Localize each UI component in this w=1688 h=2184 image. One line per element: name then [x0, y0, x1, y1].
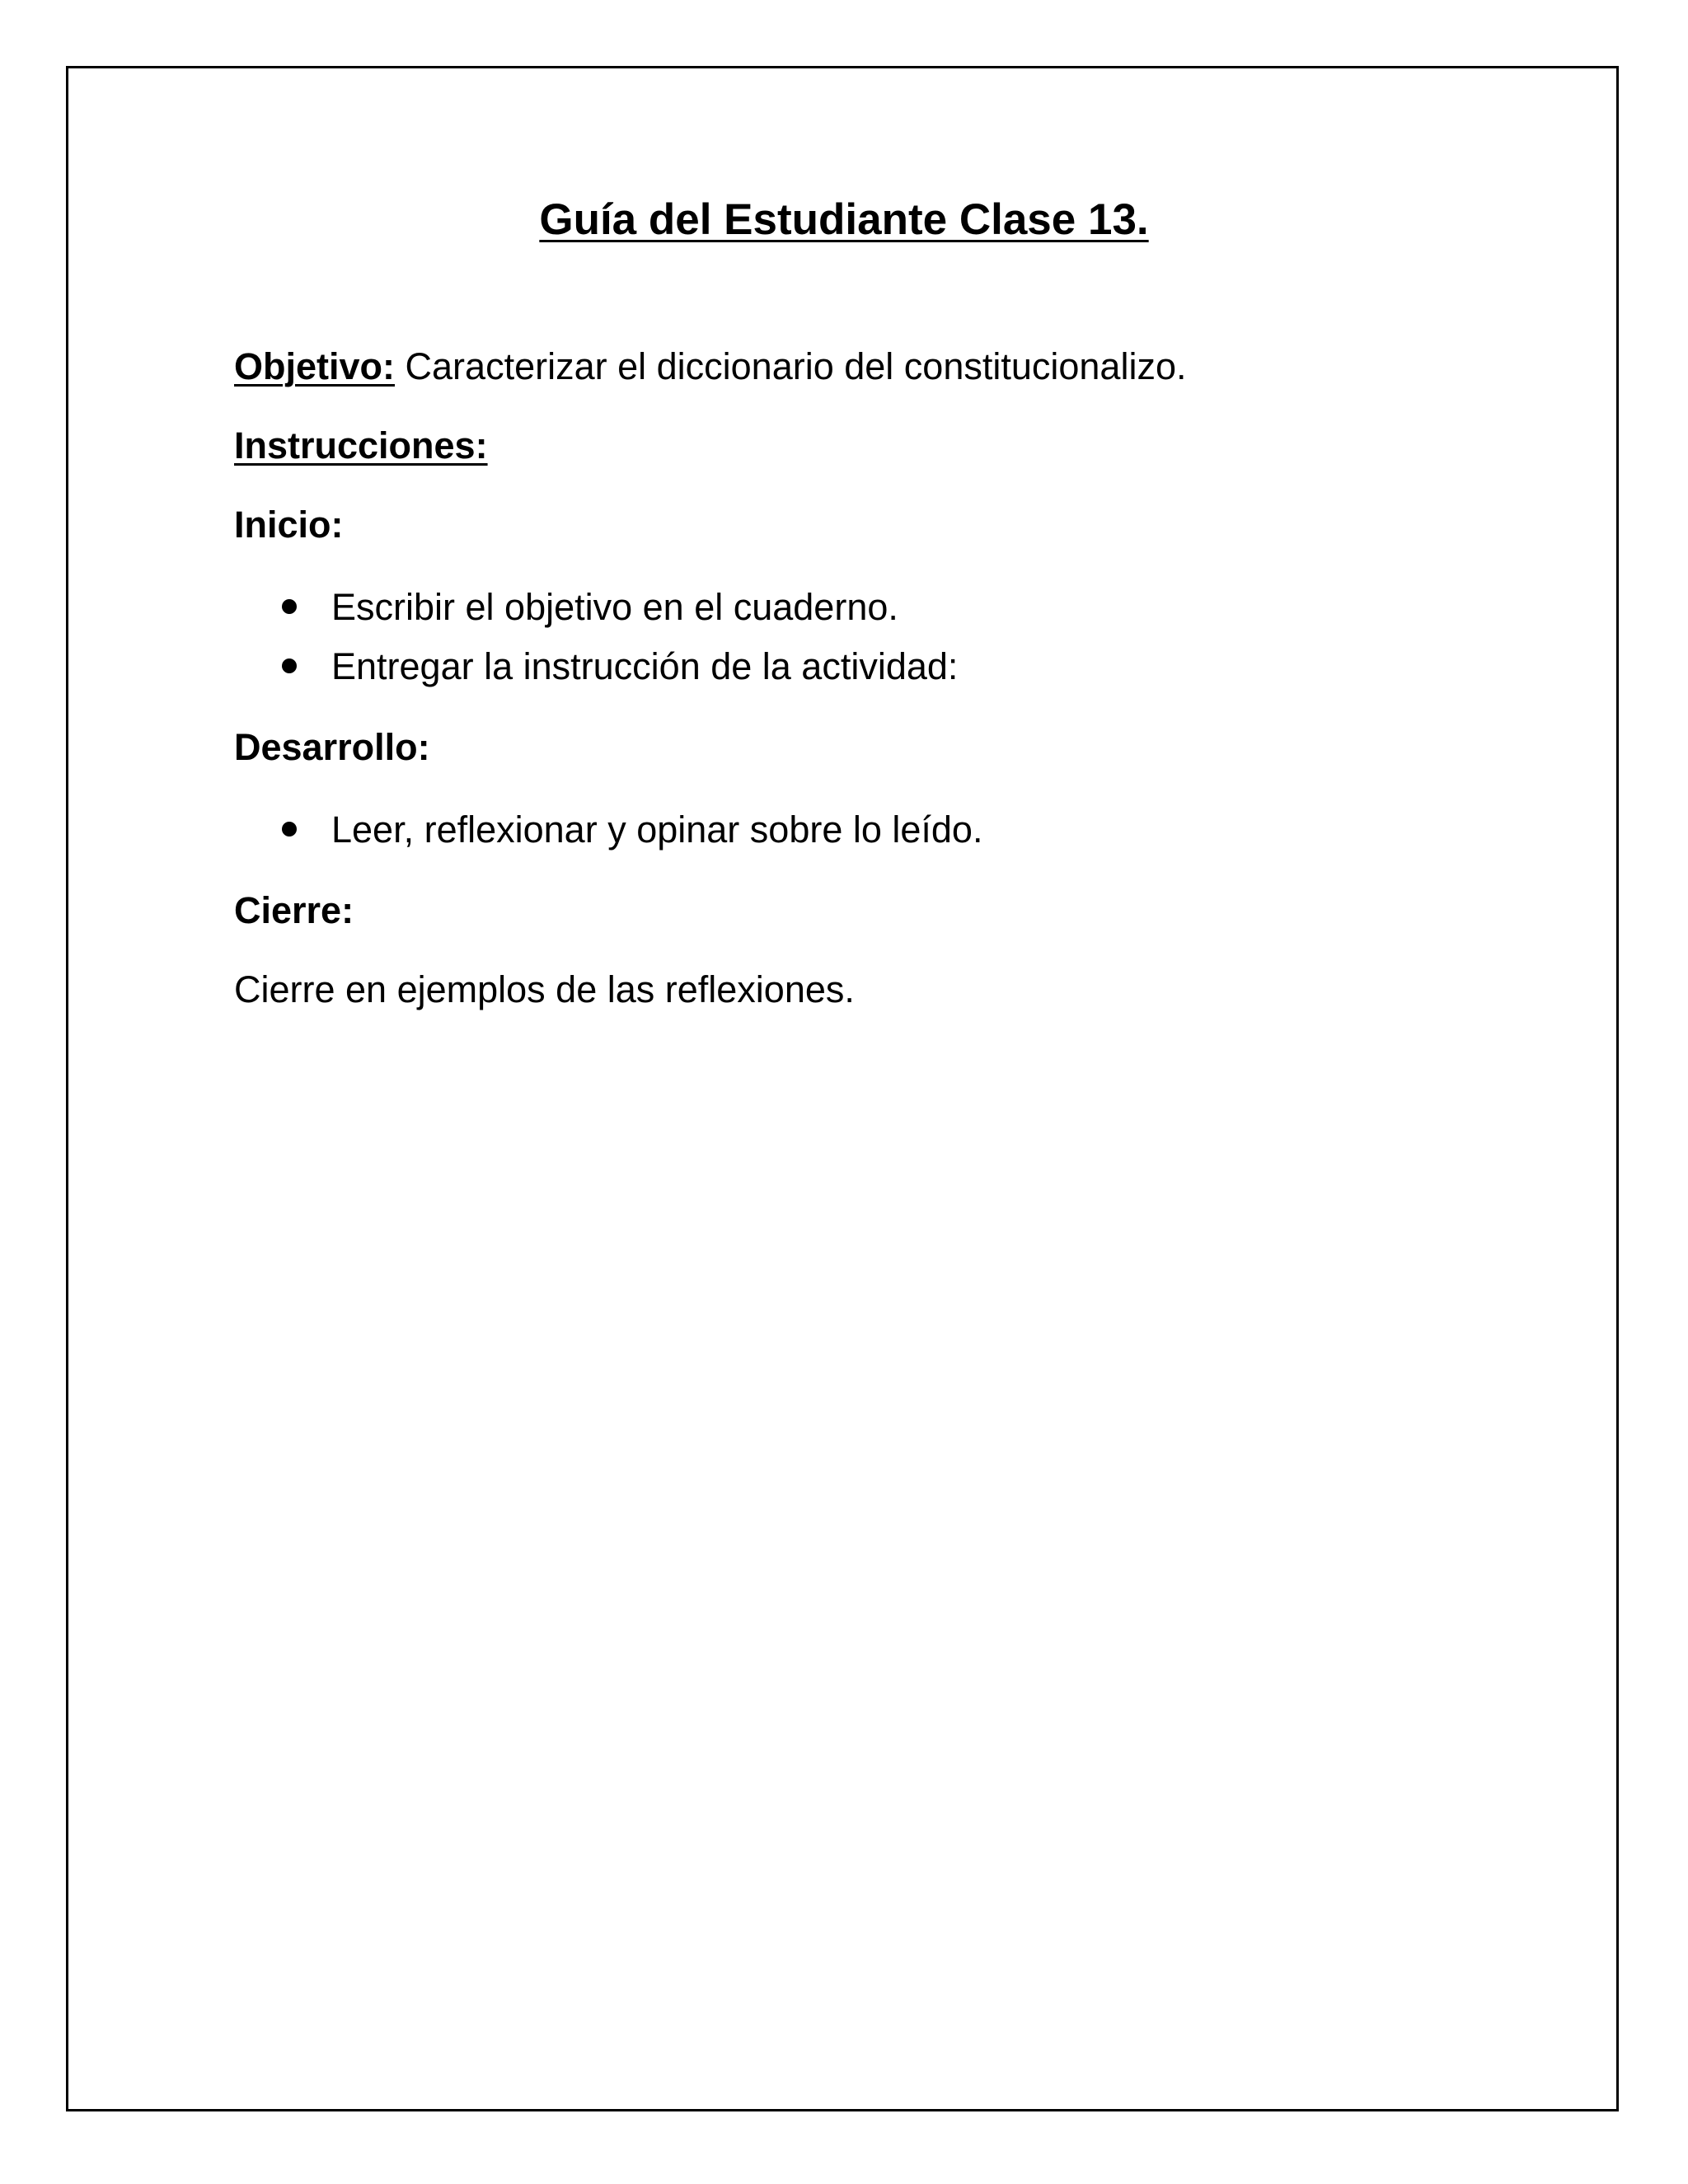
objective-line [234, 344, 1186, 389]
cierre-text: Cierre en ejemplos de las reflexiones. [234, 968, 855, 1010]
desarrollo-label: Desarrollo: [234, 726, 430, 768]
list-item [282, 585, 898, 630]
bullet-icon [282, 599, 297, 614]
list-item-text: Leer, reflexionar y opinar sobre lo leído. [331, 808, 983, 851]
inicio-heading [234, 503, 344, 547]
instructions-label: Instrucciones: [234, 424, 488, 466]
objective-text: Caracterizar el diccionario del constitucionalizo. [405, 345, 1187, 387]
list-item [282, 644, 958, 689]
desarrollo-heading [234, 725, 430, 770]
objective-label: Objetivo: [234, 345, 396, 387]
page-title: Guía del Estudiante Clase 13. [539, 195, 1149, 244]
cierre-heading [234, 888, 354, 933]
list-item-text: Entregar la instrucción de la actividad: [331, 645, 959, 687]
bullet-icon [282, 822, 297, 837]
list-item-text: Escribir el objetivo en el cuaderno. [331, 586, 898, 628]
cierre-text-line [234, 968, 855, 1012]
list-item [282, 808, 982, 852]
cierre-label: Cierre: [234, 889, 354, 931]
inicio-label: Inicio: [234, 504, 344, 546]
instructions-heading [234, 424, 488, 468]
bullet-icon [282, 658, 297, 673]
